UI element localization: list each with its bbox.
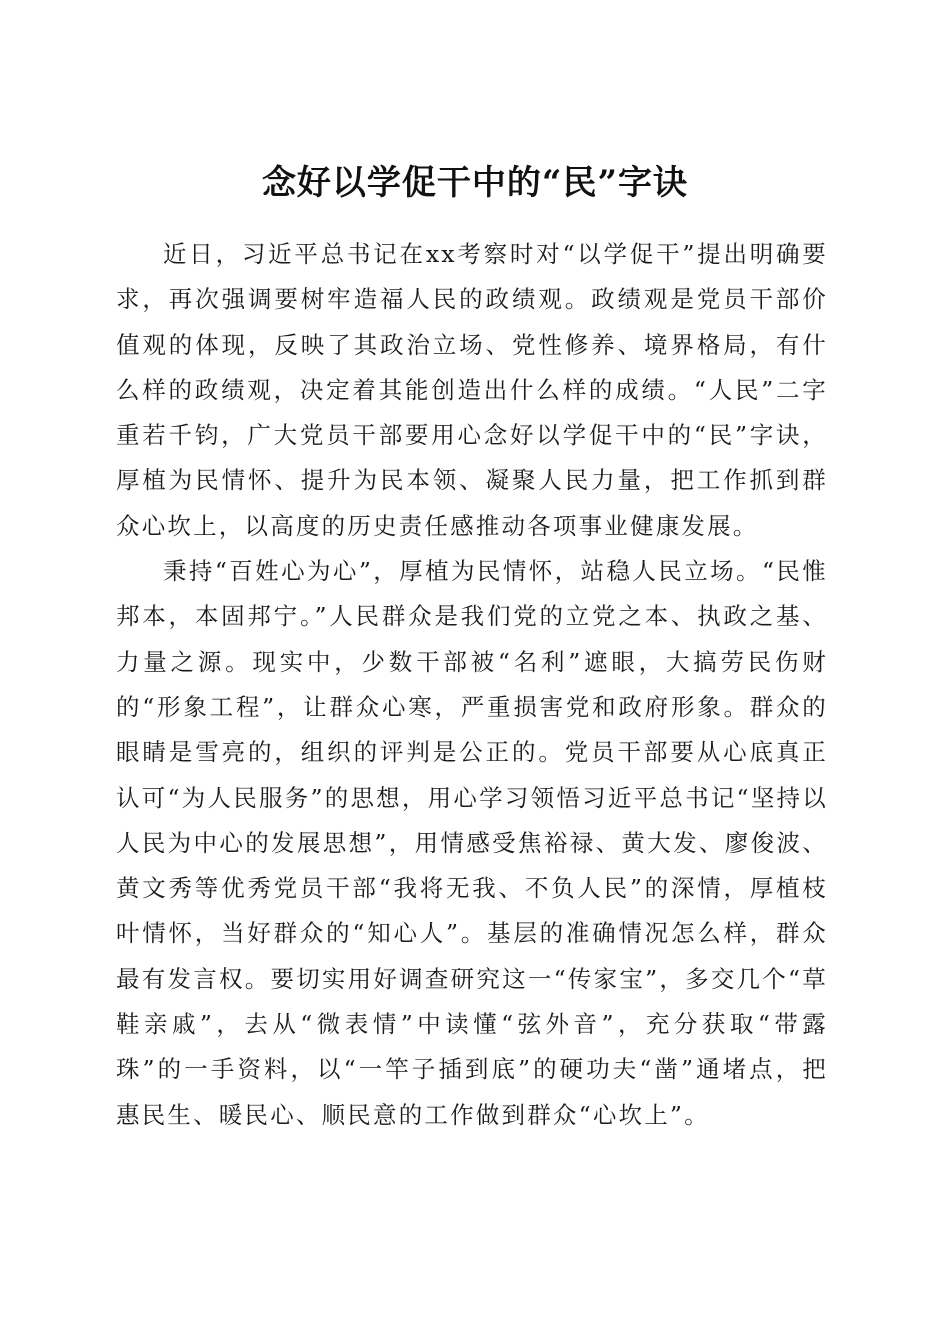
document-title: 念好以学促干中的“民”字诀 xyxy=(261,162,689,203)
paragraph-1: 近日，习近平总书记在xx考察时对“以学促干”提出明确要求，再次强调要树牢造福人民的政绩观。政绩观是党员干部价值观的体现，反映了其政治立场、党性修养、境界格局，有什么样的政绩观，决定着其能创造出什么样的成绩。“人民”二字重若千钧，广大党员干部要用心念好以学促干中的“民”字诀，厚植为民情怀、提升为民本领、凝聚人民力量，把工作抓到群众心坎上，以高度的历史责任感推动各项事业健康发展。 xyxy=(116,240,828,540)
document-body xyxy=(116,232,828,1138)
paragraph-2: 秉持“百姓心为心”，厚植为民情怀，站稳人民立场。“民惟邦本，本固邦宁。”人民群众是我们党的立党之本、执政之基、力量之源。现实中，少数干部被“名利”遮眼，大搞劳民伤财的“形象工程”，让群众心寒，严重损害党和政府形象。群众的眼睛是雪亮的，组织的评判是公正的。党员干部要从心底真正认可“为人民服务”的思想，用心学习领悟习近平总书记“坚持以人民为中心的发展思想”，用情感受焦裕禄、黄大发、廖俊波、黄文秀等优秀党员干部“我将无我、不负人民”的深情，厚植枝叶情怀，当好群众的“知心人”。基层的准确情况怎么样，群众最有发言权。要切实用好调查研究这一“传家宝”，多交几个“草鞋亲戚”，去从“微表情”中读懂“弦外音”，充分获取“带露珠”的一手资料，以“一竿子插到底”的硬功夫“凿”通堵点，把惠民生、暖民心、顺民意的工作做到群众“心坎上”。 xyxy=(116,557,828,1129)
